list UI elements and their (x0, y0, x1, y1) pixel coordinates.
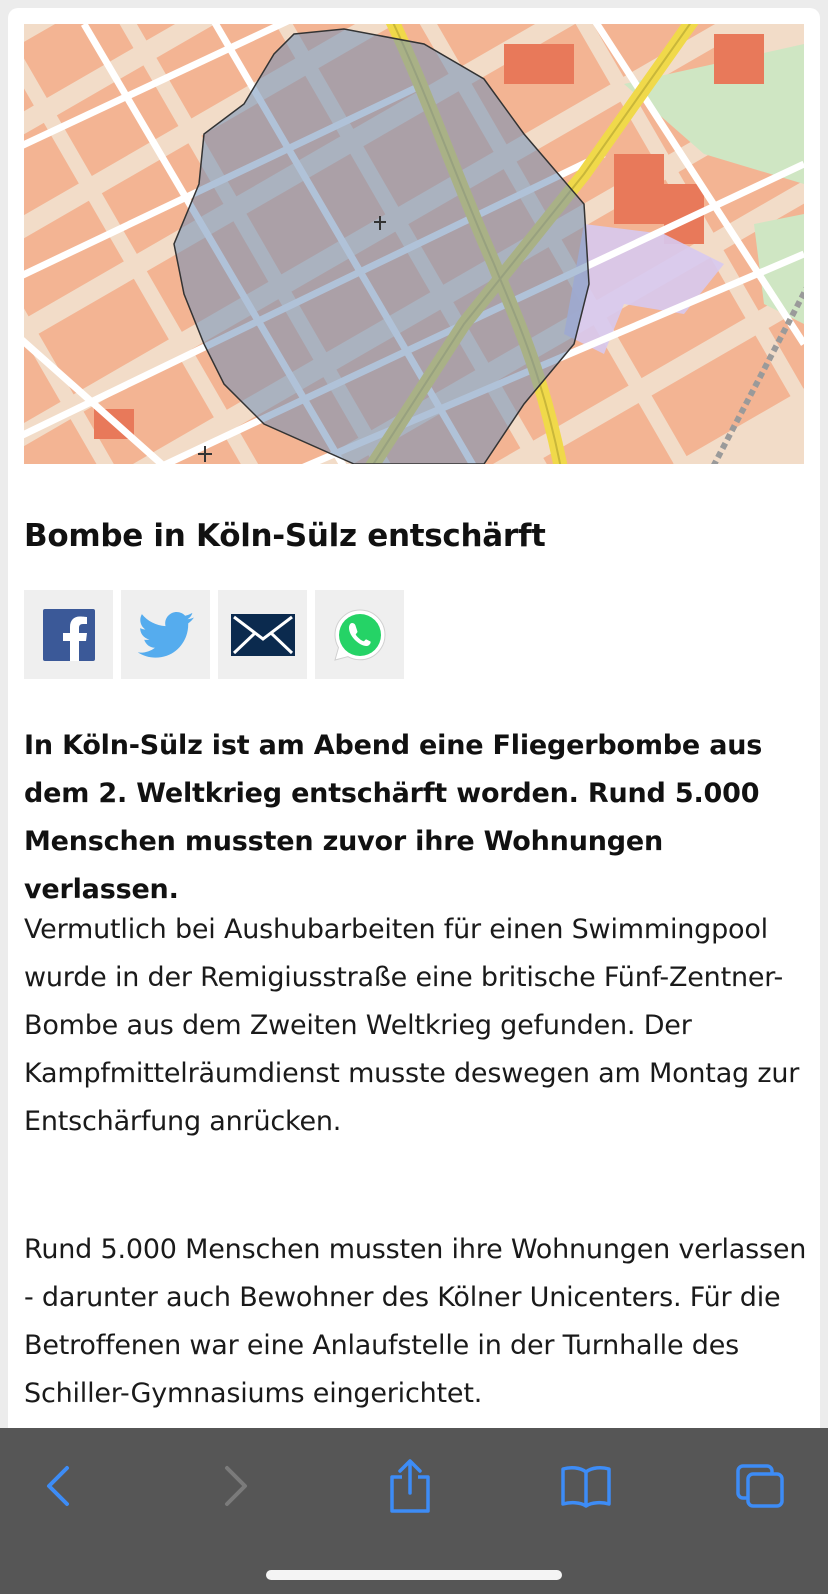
twitter-icon (138, 612, 194, 658)
share-email-button[interactable] (218, 590, 307, 679)
tabs-button[interactable] (730, 1456, 790, 1516)
article-page (8, 8, 820, 1428)
share-facebook-button[interactable] (24, 590, 113, 679)
evacuation-map (24, 24, 804, 464)
tabs-icon (735, 1463, 785, 1509)
whatsapp-icon (332, 607, 388, 663)
envelope-icon (231, 614, 295, 656)
article-lead: In Köln-Sülz ist am Abend eine Fliegerbombe aus dem 2. Weltkrieg entschärft worden. Rund 5.000 Menschen mussten zuvor ihre Wohnungen verlassen. (24, 730, 763, 905)
article-paragraph: Vermutlich bei Aushubarbeiten für einen Swimmingpool wurde in der Remigiusstraße eine britische Fünf-Zentner-Bombe aus dem Zweiten Weltkrieg gefunden. Der Kampfmittelräumdienst musste deswegen am Montag zur Entschärfung anrücken. (24, 914, 800, 1137)
share-icon (388, 1459, 432, 1513)
share-buttons (24, 590, 404, 679)
share-whatsapp-button[interactable] (315, 590, 404, 679)
back-button[interactable] (28, 1456, 88, 1516)
forward-button[interactable] (206, 1456, 266, 1516)
facebook-icon (43, 609, 95, 661)
bookmarks-button[interactable] (556, 1456, 616, 1516)
share-button[interactable] (380, 1456, 440, 1516)
home-indicator[interactable] (266, 1570, 562, 1580)
back-icon (43, 1464, 73, 1508)
article-paragraph: Rund 5.000 Menschen mussten ihre Wohnungen verlassen - darunter auch Bewohner des Kölner Unicenters. Für die Betroffenen war eine Anlaufstelle in der Turnhalle des Schiller-Gymnasiums eingerichtet. (24, 1234, 807, 1409)
share-twitter-button[interactable] (121, 590, 210, 679)
article-headline: Bombe in Köln-Sülz entschärft (24, 518, 546, 554)
forward-icon (221, 1464, 251, 1508)
bookmarks-icon (560, 1464, 612, 1508)
